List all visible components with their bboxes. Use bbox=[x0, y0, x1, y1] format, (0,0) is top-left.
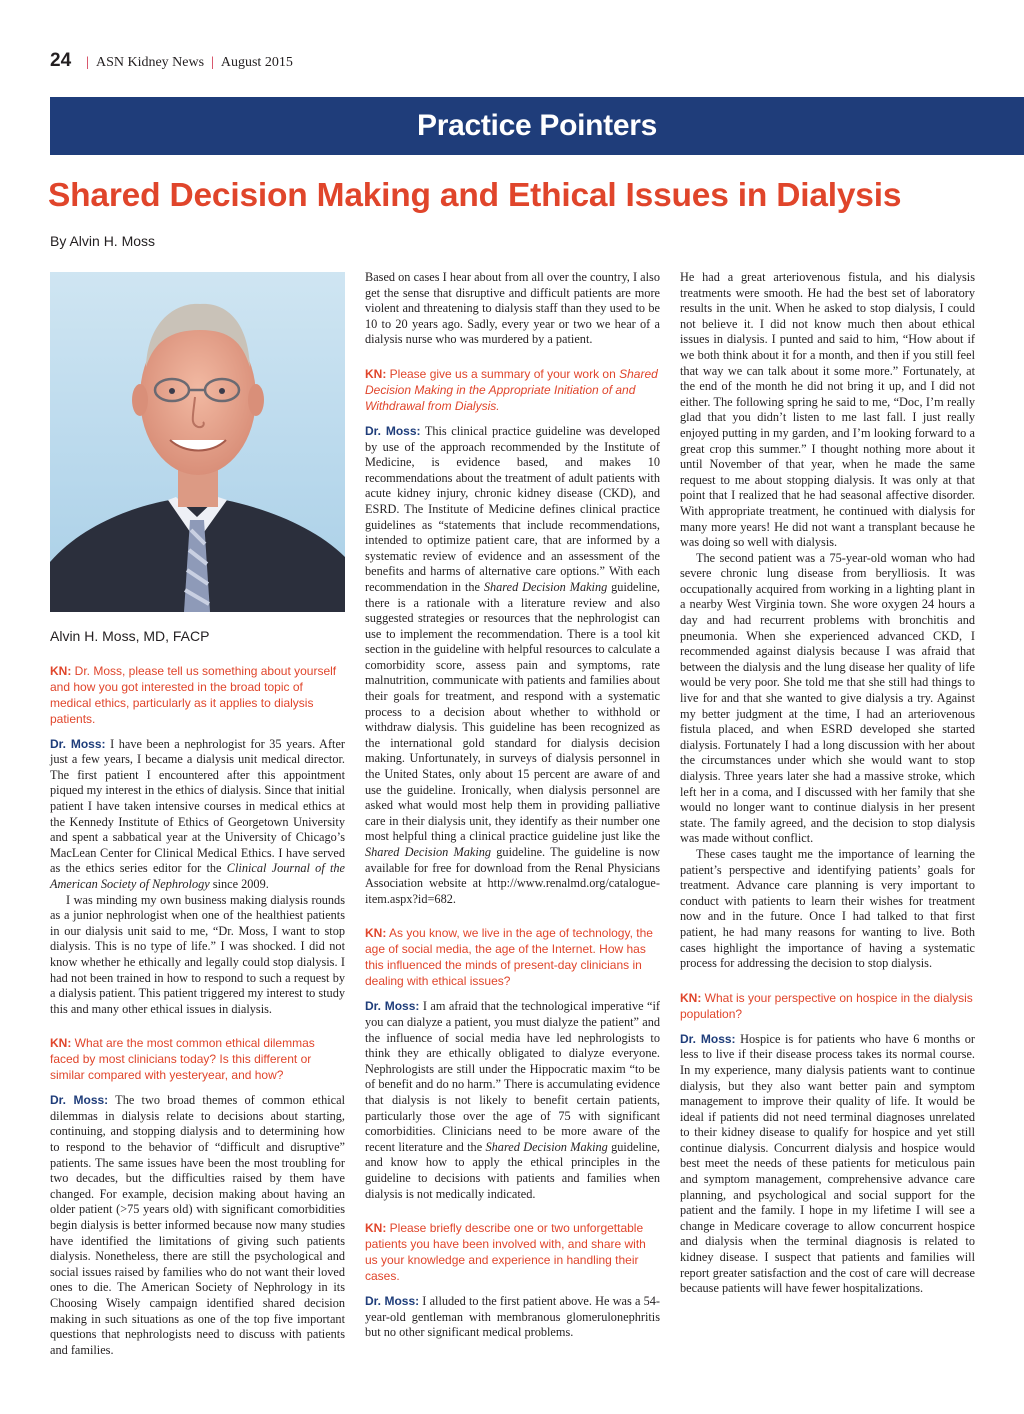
section-banner: Practice Pointers bbox=[50, 97, 1024, 155]
answer-3: Dr. Moss: This clinical practice guideline was developed by use of the approach recommended by the Institute of Medicine, is evidence based, and makes 10 recommendations about the treatment of adult patients with acute kidney injury, chronic kidney disease (CKD), and ESRD. The Institute of Medicine defines clinical practice guidelines as “statements that include recommendations, intended to optimize patient care, that are informed by a systematic review of evidence and an assessment of the benefits and harms of alternative care options.” With each recommendation in the Shared Decision Making guideline, there is a rationale with a literature review and also suggested strategies or resources that the nephrologist can use to implement the recommendation. There is a tool kit section in the guideline with helpful resources to calculate a comorbidity score, assess pain and symptoms, rate malnutrition, communicate with patients and families about their goals for treatment, and respond with a systematic process to a decision about whether to withhold or withdraw dialysis. This guideline has been recognized as the international gold standard for dialysis decision making. Unfortunately, in surveys of dialysis personnel in the United States, only about 15 percent are aware of and use the guideline. Ironically, when dialysis personnel are asked what would most help them in providing palliative care in their dialysis unit, they identify as their number one most helpful thing a clinical practice guideline just like the Shared Decision Making guideline. The guideline is now available for free for download from the Renal Physicians Association website at http://www.renalmd.org/catalogue-item.aspx?id=682. bbox=[365, 423, 660, 906]
answer-1: Dr. Moss: I have been a nephrologist for 35 years. After just a few years, I became a dialysis unit medical director. The first patient I encountered after this appointment piqued my interest in the ethics of dialysis. Since that initial patient I have taken intensive courses in medical ethics at the Kennedy Institute of Ethics of Georgetown University and spent a sabbatical year at the University of Chicago’s MacLean Center for Clinical Medical Ethics. I have served as the ethics series editor for the Clinical Journal of the American Society of Nephrology since 2009. bbox=[50, 736, 346, 891]
dr-label: Dr. Moss: bbox=[365, 999, 420, 1014]
answer-4: Dr. Moss: I am afraid that the technological imperative “if you can dialyze a patient, you must dialyze the patient” and the influence of social media have led nephrologists to think they are ethically obligated to dialyze everyone. Nephrologists are still under the Hippocratic maxim “to be of benefit and do no harm.” There is accumulating evidence that dialysis is not likely to benefit certain patients, particularly those over the age of 75 with significant comorbidities. Clinicians need to be more aware of the recent literature and the Shared Decision Making guideline, and know how to apply the ethical principles in the guideline to decisions with patients and families when dialysis is not medically indicated. bbox=[365, 999, 660, 1201]
byline: By Alvin H. Moss bbox=[50, 233, 156, 249]
dr-label: Dr. Moss: bbox=[365, 423, 421, 438]
photo-caption: Alvin H. Moss, MD, FACP bbox=[50, 628, 210, 644]
column-2 bbox=[365, 270, 660, 1341]
answer-2-continued: Based on cases I hear about from all over the country, I also get the sense that disruptive and difficult patients are more violent and threatening to dialysis staff than they used to be 10 to 20 years ago. Sadly, every year or two we hear of a dialysis nurse who was murdered by a patient. bbox=[365, 270, 660, 347]
answer-5-paragraph-2: The second patient was a 75-year-old woman who had severe chronic lung disease from berylliosis. It was occupationally acquired from working in a lighting plant in a nearby West Virginia town. She wore oxygen 24 hours a day and had recurrent problems with bronchitis and pneumonia. When she experienced advanced CKD, I recommended against dialysis because I was afraid that between the dialysis and the lung disease her quality of life would be very poor. She told me that she still had things to live for and that she wanted to give dialysis a try. Against my better judgment at the time, I had an arteriovenous fistula placed, and when ESRD developed she started dialysis. Fortunately I had a long discussion with her about the circumstances under which she would want to stop dialysis. Three years later she had a massive stroke, which left her in a coma, and I discussed with her family that she would no longer want to continue dialysis in her present state. The family agreed, and the decision to stop dialysis was made without conflict. bbox=[680, 550, 975, 846]
kn-label: KN: bbox=[365, 366, 387, 381]
article-title: Shared Decision Making and Ethical Issues in Dialysis bbox=[48, 177, 902, 214]
answer-5: Dr. Moss: I alluded to the first patient above. He was a 54-year-old gentleman with membranous glomerulonephritis but no other significant medical problems. bbox=[365, 1294, 660, 1340]
question-3: KN: Please give us a summary of your work on Shared Decision Making in the Appropriate Initiation of and Withdrawal from Dialysis. bbox=[365, 366, 658, 413]
header-divider: | bbox=[211, 55, 214, 70]
dr-label: Dr. Moss: bbox=[680, 1031, 736, 1046]
kn-label: KN: bbox=[365, 926, 387, 941]
answer-1-paragraph-2: I was minding my own business making dialysis rounds as a junior nephrologist when one of the healthiest patients in our dialysis unit said to me, “Dr. Moss, I want to stop dialysis. This is no type of life.” I was shocked. I did not know whether he ethically and legally could stop dialysis. I had not been trained in how to respond to such a request by a dialysis patient. This patient triggered my interest to study this and many other ethical issues in dialysis. bbox=[50, 892, 345, 1016]
publication-name: ASN Kidney News bbox=[95, 55, 205, 70]
page-number: 24 bbox=[50, 50, 72, 71]
question-6: KN: What is your perspective on hospice in the dialysis population? bbox=[680, 990, 973, 1021]
header-divider: | bbox=[86, 55, 89, 70]
kn-label: KN: bbox=[50, 663, 72, 678]
dr-label: Dr. Moss: bbox=[50, 736, 106, 751]
column-1 bbox=[50, 272, 345, 1358]
question-5: KN: Please briefly describe one or two unforgettable patients you have been involved with, and share with us your knowledge and experience in handling their cases. bbox=[365, 1221, 646, 1284]
page-header bbox=[50, 50, 293, 74]
kn-label: KN: bbox=[365, 1221, 387, 1236]
dr-label: Dr. Moss: bbox=[50, 1093, 109, 1108]
question-2: KN: What are the most common ethical dilemmas faced by most clinicians today? Is this different or similar compared with yesteryear, and how? bbox=[50, 1036, 315, 1083]
column-3 bbox=[680, 270, 975, 1297]
answer-5-paragraph-3: These cases taught me the importance of learning the patient’s perspective and identifying patients’ goals for treatment. Advance care planning is very important to conduct with patients to learn their wishes for treatment now and in the future. Once I had talked to that first patient, he had many reasons for wanting to live. Both cases highlight the importance of having a systematic process for addressing the decision to stop dialysis. bbox=[680, 846, 975, 971]
portrait-illustration bbox=[50, 272, 345, 612]
answer-6: Dr. Moss: Hospice is for patients who have 6 months or less to live if their disease process takes its normal course. In my experience, many dialysis patients want to continue dialysis, but they also want better pain and symptom management to improve their quality of life. It would be ideal if patients did not need terminal diagnoses unrelated to their kidney disease to qualify for hospice and yet still continue dialysis. Concurrent dialysis and hospice would best meet the needs of these patients for meticulous pain and symptom management, comprehensive advance care planning, and psychological and social support for the patient and the family. I hope in my lifetime I will see a change in Medicare coverage to allow concurrent hospice and dialysis when the terminal diagnosis is related to kidney disease. I suspect that patients and families will report greater satisfaction and the cost of care will decrease because patients will have fewer hospitalizations. bbox=[680, 1031, 976, 1296]
dr-label: Dr. Moss: bbox=[365, 1294, 420, 1309]
issue-date: August 2015 bbox=[220, 55, 293, 70]
question-1: KN: Dr. Moss, please tell us something about yourself and how you got interested in the broad topic of medical ethics, particularly as it applies to dialysis patients. bbox=[50, 663, 337, 726]
kn-label: KN: bbox=[680, 990, 702, 1005]
author-photo bbox=[50, 272, 345, 612]
answer-2: Dr. Moss: The two broad themes of common ethical dilemmas in dialysis relate to decisions about starting, continuing, and stopping dialysis and to determining how to respond to the behavior of “difficult and disruptive” patients. The same issues have been the most troubling for two decades, but the difficulties raised by them have changed. For example, decision making about having an older patient (>75 years old) with significant comorbidities begin dialysis is better informed because now many studies have identified the limitations of giving such patients dialysis. Nonetheless, there are still the psychological and social issues raised by families who do not want their loved ones to die. The American Society of Nephrology in its Choosing Wisely campaign identified shared decision making in such situations as one of the top five important questions that nephrologists need to discuss with patients and families. bbox=[50, 1093, 345, 1357]
kn-label: KN: bbox=[50, 1036, 72, 1051]
answer-5-continued: He had a great arteriovenous fistula, and his dialysis treatments were smooth. He had the best set of laboratory results in the unit. When he asked to stop dialysis, I could not believe it. I did not know much then about ethical issues in dialysis. I punted and said to him, “How about if we both think about it for a month, and then if you still feel that way we can talk about it some more.” Fortunately, at the end of the month he did not bring it up, and I did not either. The following spring he said to me, “Doc, I’m really glad that you didn’t listen to me last fall. I just really enjoyed putting in my garden, and I’m looking forward to a great crop this summer.” I thought nothing more about it until November of that year, when he made the same request to me about stopping dialysis. It was only at that point that I realized that he had seasonal affective disorder. With appropriate treatment, he continued with dialysis for many more years! He did not want a transplant because he was doing so well with dialysis. bbox=[680, 270, 975, 550]
question-4: KN: As you know, we live in the age of technology, the age of social media, the age of the Internet. How has this influenced the minds of present-day clinicians in dealing with ethical issues? bbox=[365, 926, 653, 989]
